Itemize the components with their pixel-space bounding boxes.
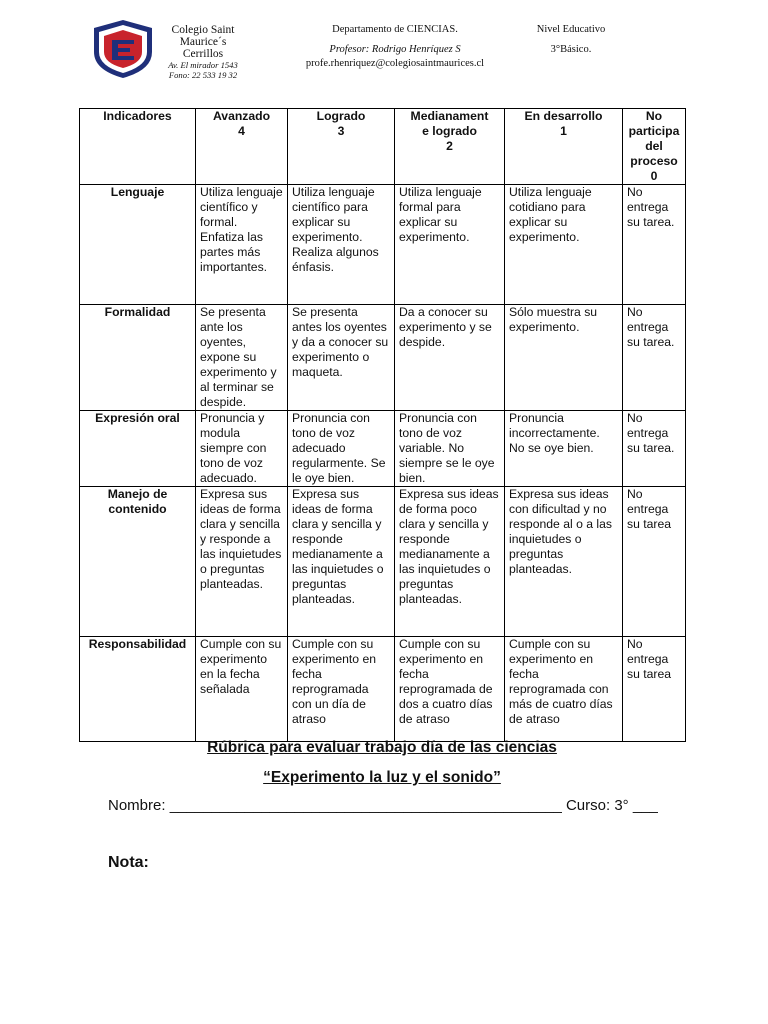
teacher-email: profe.rhenriquez@colegiosaintmaurices.cl: [305, 58, 485, 69]
rubric-cell: Utiliza lenguaje científico para explicar su experimento. Realiza algunos énfasis.: [288, 185, 395, 305]
level-label: Nivel Educativo: [536, 24, 606, 35]
rubric-cell: Utiliza lenguaje formal para explicar su experimento.: [395, 185, 505, 305]
rubric-header-row: [80, 109, 686, 185]
table-row: [80, 637, 686, 742]
name-label: Nombre:: [108, 797, 166, 814]
indicator-cell: Responsabilidad: [80, 637, 196, 742]
rubric-cell: Utiliza lenguaje cotidiano para explicar su experimento.: [505, 185, 623, 305]
rubric-cell: No entrega su tarea: [623, 637, 686, 742]
rubric-cell: Se presenta ante los oyentes, expone su experimento y al terminar se despide.: [196, 305, 288, 411]
rubric-title: Rúbrica para evaluar trabajo día de las ciencias: [207, 739, 557, 756]
table-row: [80, 305, 686, 411]
header-indicators: Indicadores: [80, 109, 196, 185]
indicator-cell: Formalidad: [80, 305, 196, 411]
rubric-cell: Cumple con su experimento en fecha reprogramada de dos a cuatro días de atraso: [395, 637, 505, 742]
student-form-line: [108, 797, 658, 814]
header-in-development: En desarrollo 1: [505, 109, 623, 185]
rubric-cell: Se presenta antes los oyentes y da a conocer su experimento o maqueta.: [288, 305, 395, 411]
rubric-cell: No entrega su tarea.: [623, 305, 686, 411]
course-label: Curso: 3°: [565, 797, 629, 814]
school-name-line-2: Maurice´s: [179, 36, 227, 48]
table-row: [80, 487, 686, 637]
teacher-name: Profesor: Rodrigo Henríquez S: [329, 44, 461, 55]
rubric-cell: Pronuncia incorrectamente. No se oye bien.: [505, 411, 623, 487]
experiment-title: “Experimento la luz y el sonido”: [263, 769, 501, 786]
table-row: [80, 185, 686, 305]
rubric-cell: Expresa sus ideas de forma clara y sencilla y responde medianamente a las inquietudes o preguntas planteadas.: [288, 487, 395, 637]
rubric-cell: Expresa sus ideas de forma poco clara y sencilla y responde medianamente a las inquietudes o preguntas planteadas.: [395, 487, 505, 637]
school-address: Av. El mirador 1543: [168, 60, 238, 70]
header-advanced: Avanzado 4: [196, 109, 288, 185]
department-name: Departamento de CIENCIAS.: [332, 24, 458, 35]
rubric-cell: Cumple con su experimento en fecha reprogramada con más de cuatro días de atraso: [505, 637, 623, 742]
school-name-line-3: Cerrillos: [182, 48, 224, 60]
school-crest-icon: [88, 18, 158, 80]
name-blank[interactable]: _______________________________________________: [169, 797, 562, 814]
rubric-cell: No entrega su tarea.: [623, 411, 686, 487]
rubric-cell: Da a conocer su experimento y se despide.: [395, 305, 505, 411]
rubric-cell: Pronuncia con tono de voz variable. No siempre se le oye bien.: [395, 411, 505, 487]
grade-field-label: Nota:: [108, 854, 149, 871]
rubric-table: [79, 108, 686, 742]
rubric-cell: Expresa sus ideas de forma clara y sencilla y responde a las inquietudes o preguntas planteadas.: [196, 487, 288, 637]
header-not-participating: No participa del proceso 0: [623, 109, 686, 185]
indicator-cell: Manejo de contenido: [80, 487, 196, 637]
school-phone: Fono: 22 533 19 32: [168, 70, 238, 80]
rubric-cell: Utiliza lenguaje científico y formal. Enfatiza las partes más importantes.: [196, 185, 288, 305]
rubric-cell: Cumple con su experimento en fecha reprogramada con un día de atraso: [288, 637, 395, 742]
level-info: [520, 23, 622, 57]
school-info: [152, 24, 254, 80]
department-info: [280, 23, 510, 71]
rubric-cell: Sólo muestra su experimento.: [505, 305, 623, 411]
header-achieved: Logrado 3: [288, 109, 395, 185]
rubric-cell: Pronuncia y modula siempre con tono de voz adecuado.: [196, 411, 288, 487]
rubric-cell: No entrega su tarea: [623, 487, 686, 637]
rubric-cell: Expresa sus ideas con dificultad y no responde al o a las inquietudes o preguntas planteadas.: [505, 487, 623, 637]
school-name-line-1: Colegio Saint: [171, 24, 235, 36]
indicator-cell: Lenguaje: [80, 185, 196, 305]
rubric-cell: Cumple con su experimento en la fecha señalada: [196, 637, 288, 742]
rubric-cell: No entrega su tarea.: [623, 185, 686, 305]
table-row: [80, 411, 686, 487]
course-blank[interactable]: ___: [632, 797, 658, 814]
header-partially-achieved: Medianament e logrado 2: [395, 109, 505, 185]
grade-label: 3°Básico.: [550, 44, 592, 55]
rubric-cell: Pronuncia con tono de voz adecuado regularmente. Se le oye bien.: [288, 411, 395, 487]
indicator-cell: Expresión oral: [80, 411, 196, 487]
